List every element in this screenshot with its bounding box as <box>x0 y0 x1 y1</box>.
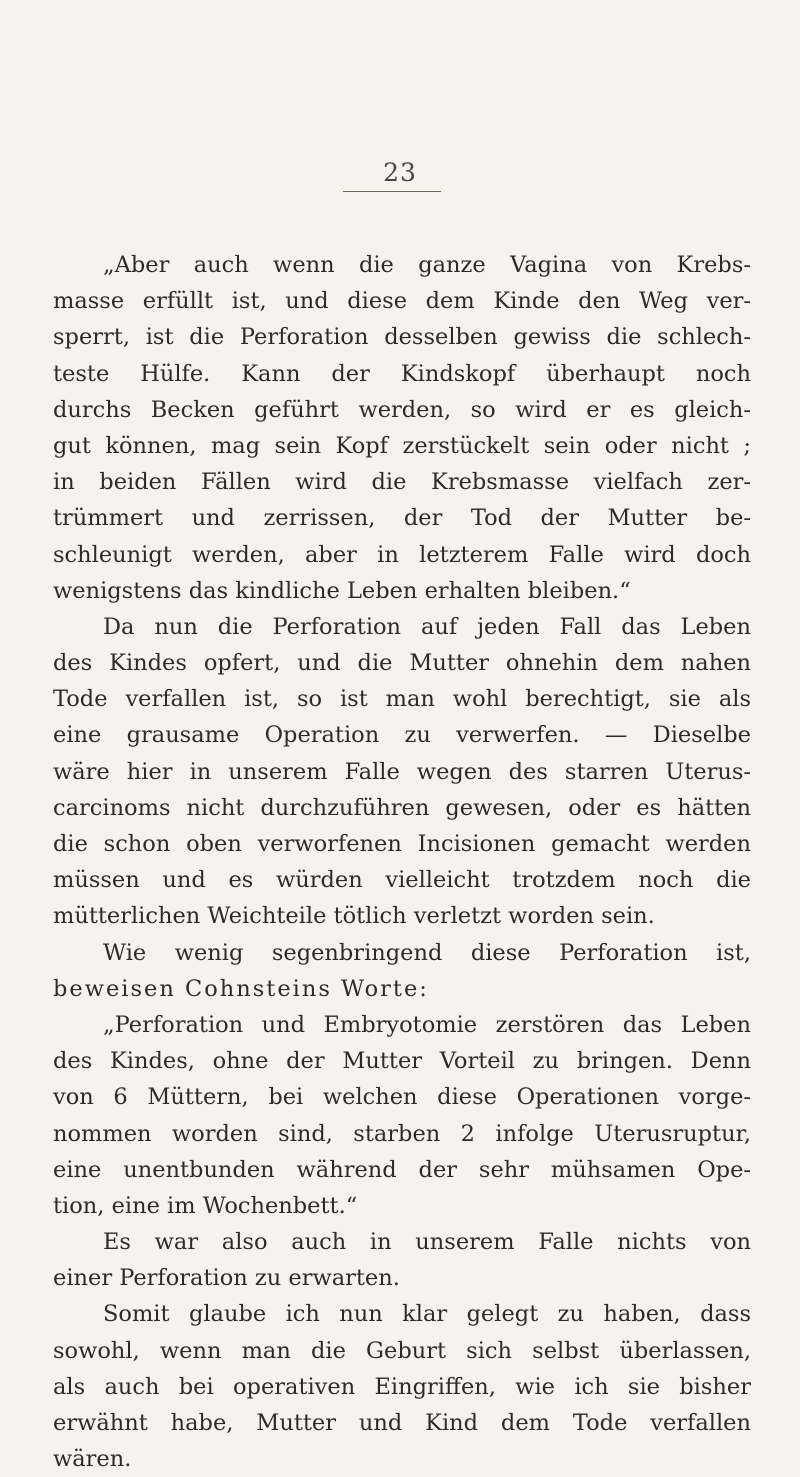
text-line: als auch bei operativen Eingriffen, wie ich sie bisher <box>53 1373 751 1400</box>
text-line: Wie wenig segenbringend diese Perforation ist, <box>103 939 751 966</box>
text-line: Da nun die Perforation auf jeden Fall das Leben <box>103 613 751 640</box>
text-line: teste Hülfe. Kann der Kindskopf überhaupt noch <box>53 360 751 387</box>
page-number-rule <box>343 191 441 192</box>
text-line: einer Perforation zu erwarten. <box>53 1265 400 1292</box>
body-text <box>53 247 751 1477</box>
text-line: Somit glaube ich nun klar gelegt zu haben, dass <box>103 1301 751 1328</box>
text-line: sowohl, wenn man die Geburt sich selbst überlassen, <box>53 1337 751 1364</box>
text-line: nommen worden sind, starben 2 infolge Uterusruptur, <box>53 1120 751 1147</box>
text-line: eine unentbunden während der sehr mühsamen Ope- <box>53 1156 751 1183</box>
text-line: beweisen Cohnsteins Worte: <box>53 975 429 1002</box>
text-line: „Aber auch wenn die ganze Vagina von Krebs- <box>103 252 751 278</box>
text-line: carcinoms nicht durchzuführen gewesen, oder es hätten <box>53 794 751 821</box>
text-line: die schon oben verworfenen Incisionen gemacht werden <box>53 831 751 857</box>
text-line: müssen und es würden vielleicht trotzdem noch die <box>53 867 751 894</box>
text-line: sperrt, ist die Perforation desselben gewiss die schlech- <box>53 324 751 351</box>
text-line: Tode verfallen ist, so ist man wohl berechtigt, sie als <box>53 686 751 713</box>
text-line: masse erfüllt ist, und diese dem Kinde den Weg ver- <box>53 288 751 315</box>
text-line: wenigstens das kindliche Leben erhalten bleiben.“ <box>53 577 631 604</box>
text-line: schleunigt werden, aber in letzterem Falle wird doch <box>53 541 751 568</box>
text-line: erwähnt habe, Mutter und Kind dem Tode verfallen <box>53 1410 751 1436</box>
text-line: tion, eine im Wochenbett.“ <box>53 1192 358 1219</box>
text-line: trümmert und zerrissen, der Tod der Mutter be- <box>53 505 751 532</box>
text-line: „Perforation und Embryotomie zerstören das Leben <box>103 1011 751 1038</box>
text-line: des Kindes opfert, und die Mutter ohnehin dem nahen <box>53 650 751 677</box>
text-line: eine grausame Operation zu verwerfen. — Dieselbe <box>53 722 751 749</box>
text-line: gut können, mag sein Kopf zerstückelt sein oder nicht ; <box>53 432 751 459</box>
text-line: des Kindes, ohne der Mutter Vorteil zu bringen. Denn <box>53 1048 751 1075</box>
text-line: in beiden Fällen wird die Krebsmasse vielfach zer- <box>53 469 751 496</box>
text-line: wären. <box>53 1446 132 1473</box>
page-number: 23 <box>383 158 417 187</box>
text-line: durchs Becken geführt werden, so wird er es gleich- <box>53 396 751 423</box>
text-line: wäre hier in unserem Falle wegen des starren Uterus- <box>53 758 751 785</box>
text-line: mütterlichen Weichteile tötlich verletzt worden sein. <box>53 903 655 930</box>
text-line: von 6 Müttern, bei welchen diese Operationen vorge- <box>53 1084 751 1111</box>
text-line: Es war also auch in unserem Falle nichts von <box>103 1229 751 1256</box>
